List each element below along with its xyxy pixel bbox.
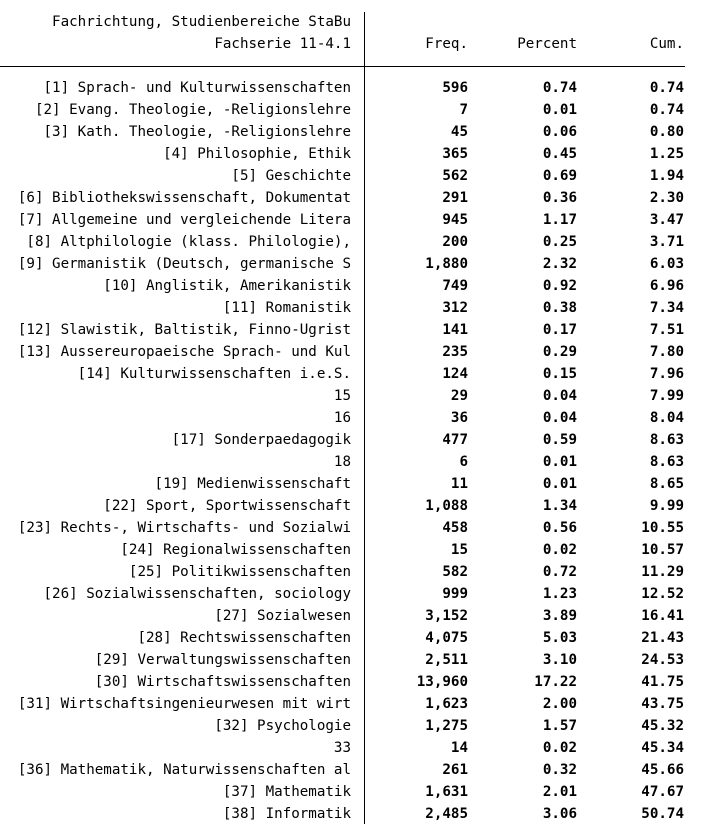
- freq-cell: 2,485: [425, 806, 468, 822]
- table-row: [0, 737, 721, 759]
- freq-cell: 45: [450, 124, 468, 140]
- freq-cell: 3,152: [425, 608, 468, 624]
- percent-cell: 1.23: [542, 586, 577, 602]
- freq-cell: 945: [442, 212, 468, 228]
- cum-cell: 10.55: [641, 520, 684, 536]
- cum-cell: 1.94: [649, 168, 684, 184]
- percent-cell: 2.00: [542, 696, 577, 712]
- freq-cell: 562: [442, 168, 468, 184]
- percent-header: Percent: [517, 36, 577, 52]
- freq-cell: 1,880: [425, 256, 468, 272]
- freq-cell: 13,960: [416, 674, 468, 690]
- cum-cell: 50.74: [641, 806, 684, 822]
- row-label: [23] Rechts-, Wirtschafts- und Sozialwi: [17, 520, 351, 536]
- table-row: [0, 561, 721, 583]
- freq-cell: 124: [442, 366, 468, 382]
- variable-label-line1: Fachrichtung, Studienbereiche StaBu: [52, 14, 351, 30]
- table-row: [0, 385, 721, 407]
- freq-cell: 4,075: [425, 630, 468, 646]
- table-row: [0, 649, 721, 671]
- percent-cell: 0.15: [542, 366, 577, 382]
- table-row: [0, 187, 721, 209]
- freq-cell: 596: [442, 80, 468, 96]
- variable-label-line2: Fachserie 11-4.1: [214, 36, 351, 52]
- percent-cell: 0.17: [542, 322, 577, 338]
- cum-cell: 0.74: [649, 102, 684, 118]
- freq-cell: 6: [459, 454, 468, 470]
- table-row: [0, 99, 721, 121]
- cum-cell: 10.57: [641, 542, 684, 558]
- row-label: [10] Anglistik, Amerikanistik: [103, 278, 351, 294]
- percent-cell: 0.01: [542, 476, 577, 492]
- percent-cell: 17.22: [534, 674, 577, 690]
- cum-cell: 21.43: [641, 630, 684, 646]
- table-row: [0, 209, 721, 231]
- freq-cell: 261: [442, 762, 468, 778]
- cum-cell: 7.34: [649, 300, 684, 316]
- freq-cell: 999: [442, 586, 468, 602]
- cum-cell: 3.71: [649, 234, 684, 250]
- row-label: [9] Germanistik (Deutsch, germanische S: [17, 256, 351, 272]
- row-label: [14] Kulturwissenschaften i.e.S.: [77, 366, 351, 382]
- table-row: [0, 297, 721, 319]
- percent-cell: 0.04: [542, 388, 577, 404]
- table-row: [0, 143, 721, 165]
- cum-cell: 47.67: [641, 784, 684, 800]
- freq-cell: 14: [450, 740, 468, 756]
- freq-cell: 200: [442, 234, 468, 250]
- row-label: [5] Geschichte: [231, 168, 351, 184]
- cum-cell: 41.75: [641, 674, 684, 690]
- row-label: 15: [333, 388, 351, 404]
- freq-cell: 365: [442, 146, 468, 162]
- cum-cell: 0.80: [649, 124, 684, 140]
- percent-cell: 3.06: [542, 806, 577, 822]
- freq-cell: 1,275: [425, 718, 468, 734]
- cum-cell: 7.80: [649, 344, 684, 360]
- table-row: [0, 77, 721, 99]
- cum-cell: 7.96: [649, 366, 684, 382]
- percent-cell: 0.01: [542, 454, 577, 470]
- table-row: [0, 341, 721, 363]
- percent-cell: 1.17: [542, 212, 577, 228]
- freq-cell: 11: [450, 476, 468, 492]
- row-label: [30] Wirtschaftswissenschaften: [94, 674, 351, 690]
- freq-cell: 1,631: [425, 784, 468, 800]
- row-label: [31] Wirtschaftsingenieurwesen mit wirt: [17, 696, 351, 712]
- percent-cell: 0.29: [542, 344, 577, 360]
- table-row: [0, 231, 721, 253]
- freq-cell: 458: [442, 520, 468, 536]
- cum-cell: 3.47: [649, 212, 684, 228]
- row-label: 33: [333, 740, 351, 756]
- percent-cell: 0.69: [542, 168, 577, 184]
- freq-cell: 29: [450, 388, 468, 404]
- row-label: [27] Sozialwesen: [214, 608, 351, 624]
- table-row: [0, 275, 721, 297]
- row-label: 16: [333, 410, 351, 426]
- percent-cell: 3.89: [542, 608, 577, 624]
- freq-cell: 15: [450, 542, 468, 558]
- row-label: [36] Mathematik, Naturwissenschaften al: [17, 762, 351, 778]
- table-row: [0, 407, 721, 429]
- row-label: [25] Politikwissenschaften: [128, 564, 351, 580]
- row-label: 18: [333, 454, 351, 470]
- percent-cell: 0.56: [542, 520, 577, 536]
- freq-cell: 7: [459, 102, 468, 118]
- row-label: [7] Allgemeine und vergleichende Litera: [17, 212, 351, 228]
- percent-cell: 0.74: [542, 80, 577, 96]
- row-label: [37] Mathematik: [222, 784, 351, 800]
- percent-cell: 0.45: [542, 146, 577, 162]
- table-row: [0, 517, 721, 539]
- row-label: [12] Slawistik, Baltistik, Finno-Ugrist: [17, 322, 351, 338]
- table-row: [0, 693, 721, 715]
- cum-cell: 7.51: [649, 322, 684, 338]
- freq-cell: 291: [442, 190, 468, 206]
- percent-cell: 0.92: [542, 278, 577, 294]
- freq-cell: 235: [442, 344, 468, 360]
- freq-cell: 477: [442, 432, 468, 448]
- row-label: [3] Kath. Theologie, -Religionslehre: [43, 124, 351, 140]
- table-row: [0, 451, 721, 473]
- cum-cell: 12.52: [641, 586, 684, 602]
- percent-cell: 1.34: [542, 498, 577, 514]
- percent-cell: 5.03: [542, 630, 577, 646]
- table-row: [0, 759, 721, 781]
- row-label: [29] Verwaltungswissenschaften: [94, 652, 351, 668]
- table-row: [0, 781, 721, 803]
- freq-cell: 141: [442, 322, 468, 338]
- cum-cell: 7.99: [649, 388, 684, 404]
- table-row: [0, 495, 721, 517]
- cum-cell: 0.74: [649, 80, 684, 96]
- percent-cell: 2.32: [542, 256, 577, 272]
- table-row: [0, 253, 721, 275]
- freq-cell: 312: [442, 300, 468, 316]
- cum-cell: 45.34: [641, 740, 684, 756]
- table-row: [0, 121, 721, 143]
- row-label: [2] Evang. Theologie, -Religionslehre: [34, 102, 351, 118]
- cum-cell: 8.04: [649, 410, 684, 426]
- header-divider-horizontal: [0, 66, 685, 67]
- table-row: [0, 627, 721, 649]
- freq-cell: 1,088: [425, 498, 468, 514]
- cum-header: Cum.: [649, 36, 684, 52]
- freq-cell: 749: [442, 278, 468, 294]
- table-row: [0, 319, 721, 341]
- row-label: [19] Medienwissenschaft: [154, 476, 351, 492]
- table-row: [0, 473, 721, 495]
- row-label: [11] Romanistik: [222, 300, 351, 316]
- cum-cell: 6.03: [649, 256, 684, 272]
- freq-header: Freq.: [425, 36, 468, 52]
- percent-cell: 1.57: [542, 718, 577, 734]
- table-row: [0, 605, 721, 627]
- freq-cell: 2,511: [425, 652, 468, 668]
- cum-cell: 24.53: [641, 652, 684, 668]
- row-label: [26] Sozialwissenschaften, sociology: [43, 586, 351, 602]
- table-row: [0, 803, 721, 825]
- percent-cell: 0.25: [542, 234, 577, 250]
- cum-cell: 8.63: [649, 454, 684, 470]
- cum-cell: 2.30: [649, 190, 684, 206]
- freq-cell: 1,623: [425, 696, 468, 712]
- table-row: [0, 363, 721, 385]
- row-label: [38] Informatik: [222, 806, 351, 822]
- row-label: [4] Philosophie, Ethik: [163, 146, 351, 162]
- row-label: [6] Bibliothekswissenschaft, Dokumentat: [17, 190, 351, 206]
- percent-cell: 2.01: [542, 784, 577, 800]
- table-row: [0, 429, 721, 451]
- cum-cell: 45.66: [641, 762, 684, 778]
- cum-cell: 45.32: [641, 718, 684, 734]
- cum-cell: 6.96: [649, 278, 684, 294]
- percent-cell: 0.72: [542, 564, 577, 580]
- percent-cell: 3.10: [542, 652, 577, 668]
- cum-cell: 8.65: [649, 476, 684, 492]
- table-row: [0, 583, 721, 605]
- table-row: [0, 715, 721, 737]
- cum-cell: 11.29: [641, 564, 684, 580]
- freq-cell: 36: [450, 410, 468, 426]
- cum-cell: 43.75: [641, 696, 684, 712]
- cum-cell: 1.25: [649, 146, 684, 162]
- frequency-table-body: [0, 77, 721, 825]
- freq-cell: 582: [442, 564, 468, 580]
- row-label: [24] Regionalwissenschaften: [120, 542, 351, 558]
- row-label: [22] Sport, Sportwissenschaft: [103, 498, 351, 514]
- percent-cell: 0.02: [542, 740, 577, 756]
- cum-cell: 8.63: [649, 432, 684, 448]
- percent-cell: 0.04: [542, 410, 577, 426]
- row-label: [28] Rechtswissenschaften: [137, 630, 351, 646]
- row-label: [32] Psychologie: [214, 718, 351, 734]
- percent-cell: 0.01: [542, 102, 577, 118]
- cum-cell: 16.41: [641, 608, 684, 624]
- percent-cell: 0.02: [542, 542, 577, 558]
- table-row: [0, 671, 721, 693]
- row-label: [8] Altphilologie (klass. Philologie),: [26, 234, 351, 250]
- row-label: [1] Sprach- und Kulturwissenschaften: [43, 80, 351, 96]
- percent-cell: 0.32: [542, 762, 577, 778]
- percent-cell: 0.36: [542, 190, 577, 206]
- row-label: [17] Sonderpaedagogik: [171, 432, 351, 448]
- percent-cell: 0.06: [542, 124, 577, 140]
- table-row: [0, 539, 721, 561]
- percent-cell: 0.59: [542, 432, 577, 448]
- row-label: [13] Aussereuropaeische Sprach- und Kul: [17, 344, 351, 360]
- table-row: [0, 165, 721, 187]
- cum-cell: 9.99: [649, 498, 684, 514]
- percent-cell: 0.38: [542, 300, 577, 316]
